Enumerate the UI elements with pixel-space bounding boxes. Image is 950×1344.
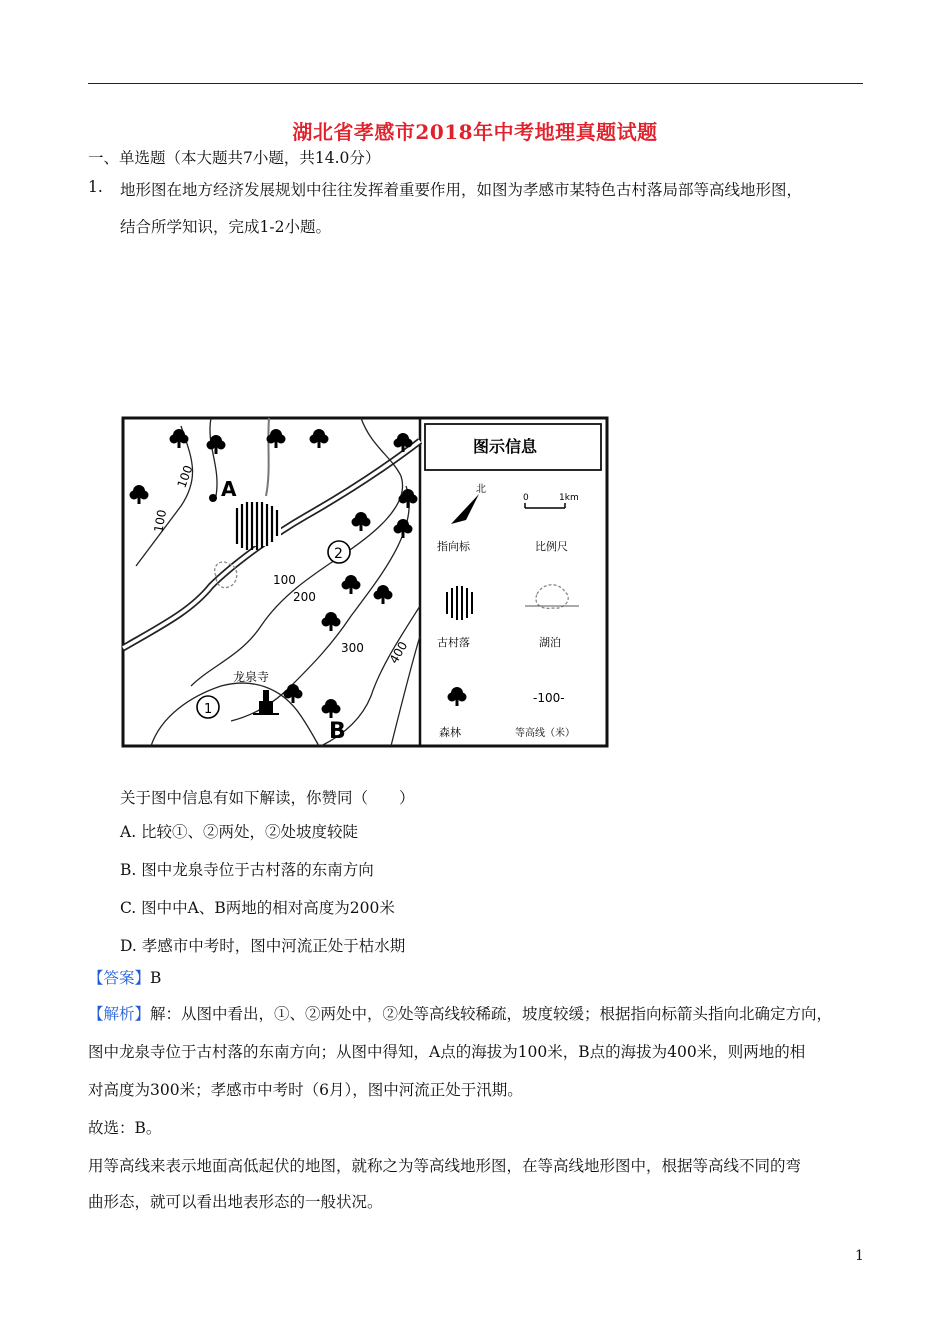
svg-text:100: 100 — [273, 573, 296, 587]
circle-1-label: 1 — [204, 702, 213, 717]
north-label: 北 — [476, 484, 486, 495]
answer-value: B — [150, 969, 162, 987]
question-prompt: 关于图中信息有如下解读，你赞同（ ） — [120, 789, 415, 807]
analysis-note2: 曲形态，就可以看出地表形态的一般状况。 — [88, 1193, 383, 1211]
legend-title: 图示信息 — [473, 437, 538, 456]
question-text-line2: 结合所学知识，完成1-2小题。 — [120, 218, 331, 236]
analysis-conclusion: 故选：B。 — [88, 1119, 162, 1137]
svg-text:100: 100 — [151, 508, 170, 534]
option-a: A. 比较①、②两处，②处坡度较陡 — [120, 823, 359, 841]
question-text-line1: 地形图在地方经济发展规划中往往发挥着重要作用，如图为孝感市某特色古村落局部等高线地形图， — [120, 181, 803, 199]
contour-legend-label: 等高线（米） — [515, 728, 575, 739]
compass-label: 指向标 — [437, 540, 470, 553]
village-symbol — [233, 502, 281, 550]
answer-line — [88, 966, 161, 988]
temple-label: 龙泉寺 — [233, 670, 270, 684]
circle-2-label: 2 — [334, 546, 343, 562]
point-a-label: A — [221, 477, 237, 501]
option-c: C. 图中中A、B两地的相对高度为200米 — [120, 899, 395, 917]
answer-label: 【答案】 — [88, 969, 151, 987]
contour-map — [121, 416, 609, 749]
option-d: D. 孝感市中考时，图中河流正处于枯水期 — [120, 937, 406, 955]
option-b: B. 图中龙泉寺位于古村落的东南方向 — [120, 861, 374, 879]
analysis-line3: 对高度为300米；孝感市中考时（6月），图中河流正处于汛期。 — [88, 1081, 523, 1099]
svg-text:1km: 1km — [559, 493, 579, 503]
forest-legend-label: 森林 — [439, 726, 461, 739]
analysis-note1: 用等高线来表示地面高低起伏的地图，就称之为等高线地形图，在等高线地形图中，根据等高线不同的弯 — [88, 1157, 802, 1175]
analysis-line1: 【解析】解：从图中看出，①、②两处中，②处等高线较稀疏，坡度较缓；根据指向标箭头指向北确定方向， — [88, 1005, 833, 1023]
analysis-label: 【解析】 — [88, 1005, 151, 1023]
page-number: 1 — [855, 1248, 864, 1264]
analysis-line2: 图中龙泉寺位于古村落的东南方向；从图中得知，A点的海拔为100米，B点的海拔为400米，则两地的相 — [88, 1043, 806, 1061]
page-title: 湖北省孝感市2018年中考地理真题试题 — [292, 120, 658, 144]
contour-legend-sample: -100- — [533, 691, 565, 705]
section-heading: 一、单选题（本大题共7小题，共14.0分） — [88, 149, 381, 167]
village-legend-label: 古村落 — [437, 636, 470, 649]
question-number: 1. — [88, 178, 103, 196]
scale-label: 比例尺 — [535, 540, 568, 553]
svg-text:0: 0 — [523, 493, 529, 503]
svg-text:400: 400 — [386, 639, 411, 666]
lake-legend-label: 湖泊 — [539, 636, 561, 649]
svg-text:200: 200 — [293, 590, 316, 604]
header-rule — [88, 83, 863, 84]
svg-text:300: 300 — [341, 641, 364, 655]
svg-text:100: 100 — [174, 463, 196, 490]
point-b-label: B — [329, 719, 346, 744]
